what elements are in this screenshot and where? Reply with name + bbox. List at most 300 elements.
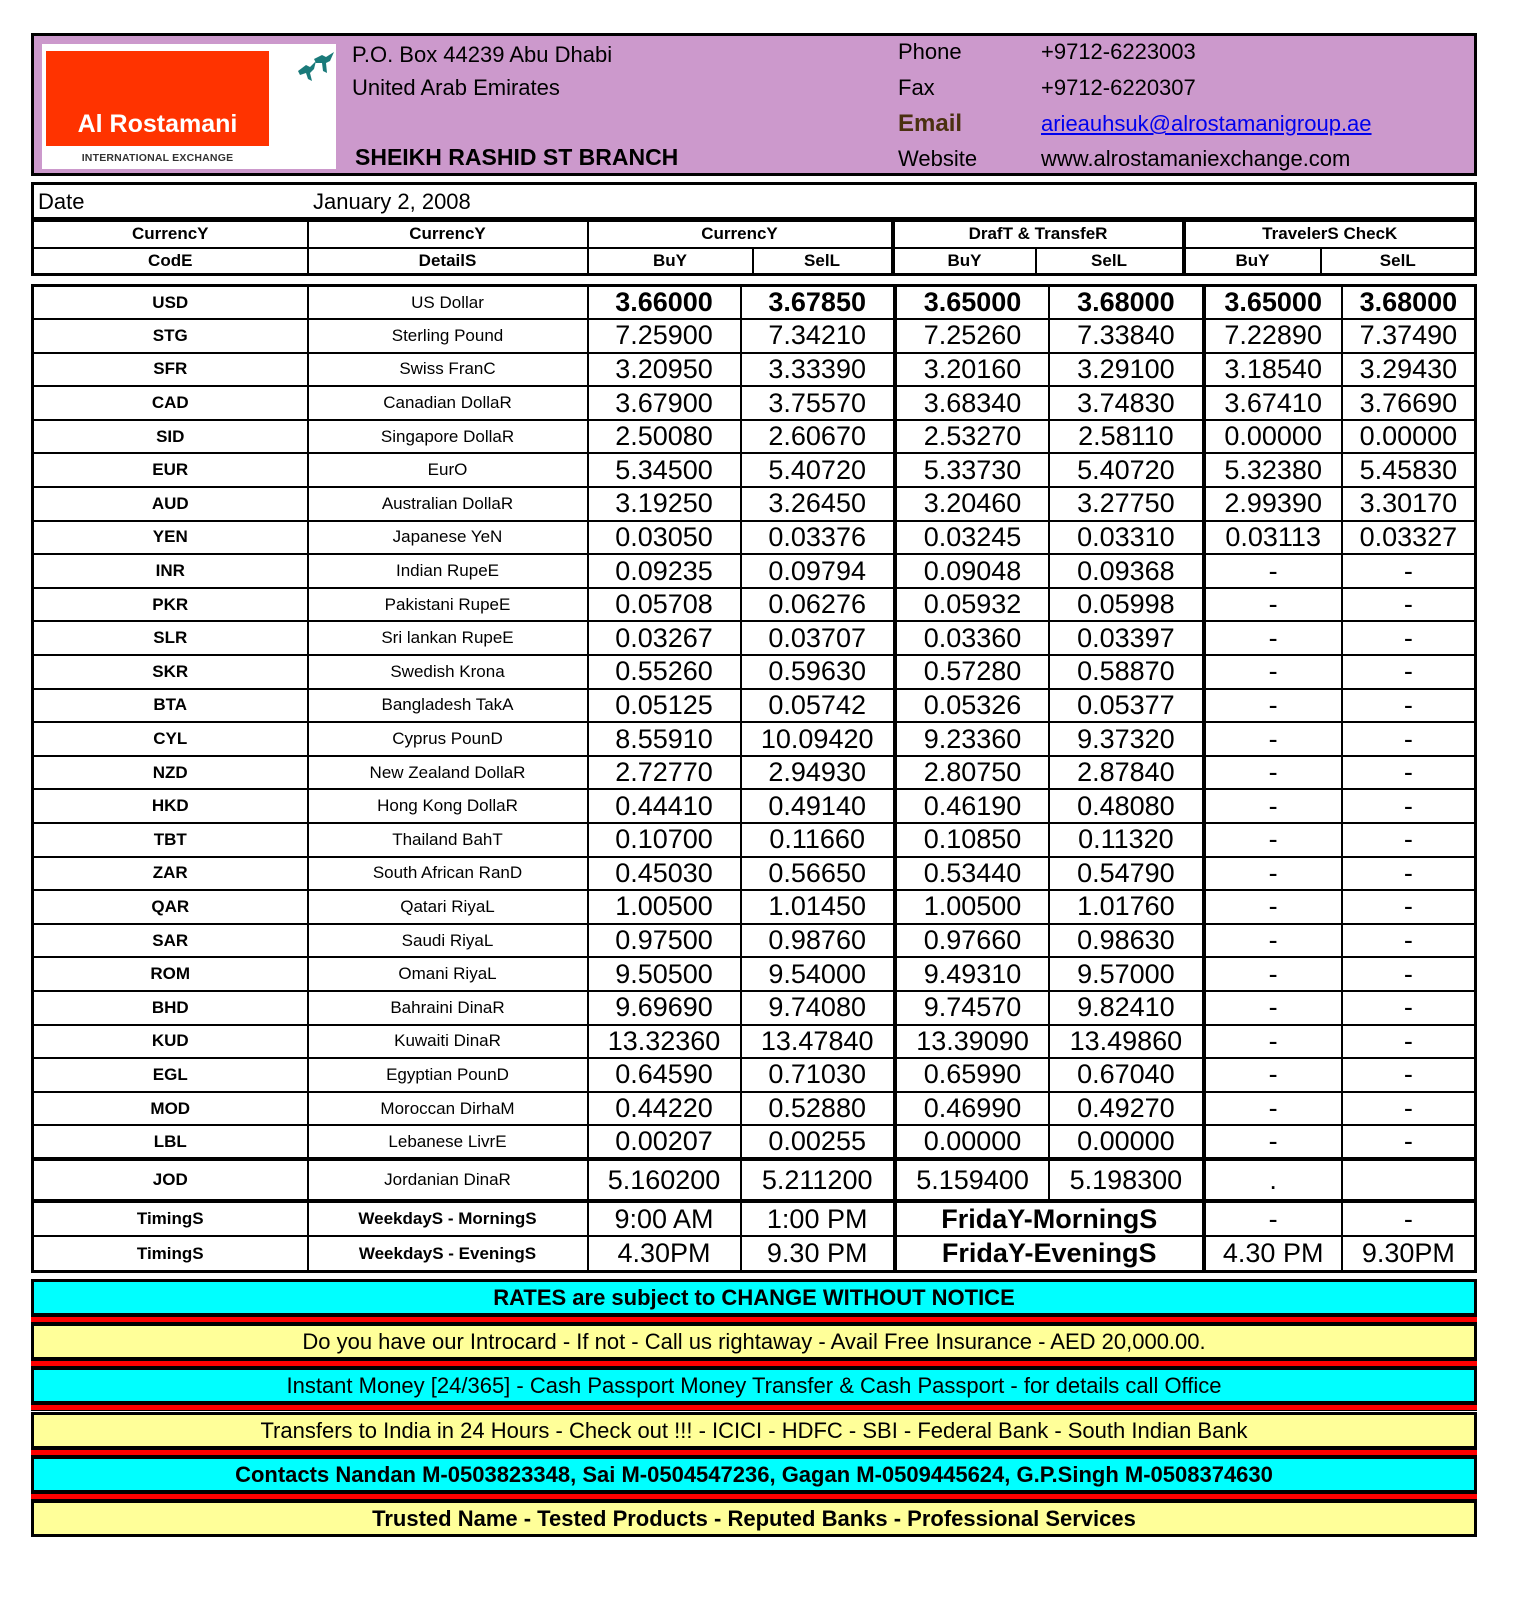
currency-code: LBL [33, 1125, 308, 1159]
currency-buy-rate: 0.00207 [588, 1125, 741, 1159]
company-header [31, 33, 1477, 176]
draft-buy-rate: 3.65000 [895, 286, 1049, 320]
draft-buy-rate: 3.68340 [895, 386, 1049, 420]
currency-code: SFR [33, 353, 308, 387]
email-link[interactable]: arieauhsuk@alrostamanigroup.ae [1041, 111, 1372, 136]
fax-value: +9712-6220307 [1041, 75, 1196, 100]
currency-details: Pakistani RupeE [308, 588, 588, 622]
rate-row-eur [33, 453, 1476, 487]
header-details: DetailS [308, 248, 588, 275]
tc-buy-rate: - [1204, 789, 1342, 823]
currency-details: Swiss FranC [308, 353, 588, 387]
draft-buy-rate: 0.05326 [895, 689, 1049, 723]
tc-sell-rate: - [1342, 789, 1476, 823]
tc-buy-rate: - [1204, 621, 1342, 655]
tc-sell-rate: - [1342, 890, 1476, 924]
rate-row-sfr [33, 353, 1476, 387]
timings-period: WeekdayS - EveningS [308, 1236, 588, 1271]
rate-row-egl [33, 1058, 1476, 1092]
currency-details: Australian DollaR [308, 487, 588, 521]
currency-sell-rate: 2.94930 [741, 756, 895, 790]
currency-buy-rate: 5.160200 [588, 1159, 741, 1201]
rate-row-inr [33, 554, 1476, 588]
tc-buy-rate: 2.99390 [1204, 487, 1342, 521]
tc-buy-rate: - [1204, 823, 1342, 857]
draft-buy-rate: 1.00500 [895, 890, 1049, 924]
tc-buy-rate: - [1204, 1058, 1342, 1092]
friday-open-time: - [1204, 1201, 1342, 1236]
currency-code: INR [33, 554, 308, 588]
draft-sell-rate: 5.198300 [1049, 1159, 1203, 1201]
weekday-close-time: 1:00 PM [741, 1201, 895, 1236]
tc-sell-rate: - [1342, 957, 1476, 991]
header-currency-code-top: CurrencY [33, 221, 308, 248]
date-value: January 2, 2008 [313, 189, 471, 214]
header-currency-details-top: CurrencY [308, 221, 588, 248]
currency-buy-rate: 2.72770 [588, 756, 741, 790]
banner-trusted-name: Trusted Name - Tested Products - Reputed Banks - Professional Services [31, 1500, 1477, 1537]
tc-buy-rate: 3.65000 [1204, 286, 1342, 320]
draft-sell-rate: 0.03397 [1049, 621, 1203, 655]
draft-buy-rate: 0.03245 [895, 521, 1049, 555]
draft-buy-rate: 3.20160 [895, 353, 1049, 387]
tc-buy-rate: - [1204, 1092, 1342, 1126]
draft-sell-rate: 0.00000 [1049, 1125, 1203, 1159]
currency-buy-rate: 0.10700 [588, 823, 741, 857]
currency-details: Bahraini DinaR [308, 991, 588, 1025]
currency-sell-rate: 0.98760 [741, 924, 895, 958]
currency-buy-rate: 0.44220 [588, 1092, 741, 1126]
tc-buy-rate: - [1204, 554, 1342, 588]
currency-details: Hong Kong DollaR [308, 789, 588, 823]
rate-row-qar [33, 890, 1476, 924]
currency-details: Saudi RiyaL [308, 924, 588, 958]
currency-details: US Dollar [308, 286, 588, 320]
draft-sell-rate: 3.27750 [1049, 487, 1203, 521]
rates-table [31, 284, 1477, 1273]
currency-buy-rate: 2.50080 [588, 420, 741, 454]
tc-sell-rate: 3.30170 [1342, 487, 1476, 521]
rate-row-zar [33, 857, 1476, 891]
currency-sell-rate: 10.09420 [741, 722, 895, 756]
rate-row-sar [33, 924, 1476, 958]
currency-sell-rate: 0.56650 [741, 857, 895, 891]
currency-details: Swedish Krona [308, 655, 588, 689]
header-tc-sell: SelL [1321, 248, 1476, 275]
tc-buy-rate: - [1204, 1025, 1342, 1059]
email-label: Email [898, 110, 963, 137]
currency-buy-rate: 0.97500 [588, 924, 741, 958]
draft-sell-rate: 0.58870 [1049, 655, 1203, 689]
draft-buy-rate: 0.46190 [895, 789, 1049, 823]
currency-details: Moroccan DirhaM [308, 1092, 588, 1126]
tc-buy-rate: - [1204, 588, 1342, 622]
draft-sell-rate: 0.03310 [1049, 521, 1203, 555]
currency-buy-rate: 0.44410 [588, 789, 741, 823]
currency-buy-rate: 1.00500 [588, 890, 741, 924]
currency-code: KUD [33, 1025, 308, 1059]
draft-buy-rate: 9.49310 [895, 957, 1049, 991]
draft-buy-rate: 0.57280 [895, 655, 1049, 689]
tc-sell-rate: - [1342, 1125, 1476, 1159]
currency-code: AUD [33, 487, 308, 521]
draft-sell-rate: 9.82410 [1049, 991, 1203, 1025]
draft-sell-rate: 0.11320 [1049, 823, 1203, 857]
currency-sell-rate: 0.03707 [741, 621, 895, 655]
friday-close-time: 9.30PM [1342, 1236, 1476, 1271]
rate-row-lbl [33, 1125, 1476, 1159]
tc-buy-rate: - [1204, 924, 1342, 958]
currency-code: ZAR [33, 857, 308, 891]
company-logo [42, 44, 336, 169]
currency-code: JOD [33, 1159, 308, 1201]
address-line-1: P.O. Box 44239 Abu Dhabi [352, 42, 613, 67]
currency-details: Omani RiyaL [308, 957, 588, 991]
website-value: www.alrostamaniexchange.com [1041, 146, 1351, 171]
draft-sell-rate: 13.49860 [1049, 1025, 1203, 1059]
header-currency-sell: SelL [753, 248, 893, 275]
currency-buy-rate: 5.34500 [588, 453, 741, 487]
tc-sell-rate: 3.29430 [1342, 353, 1476, 387]
draft-buy-rate: 2.53270 [895, 420, 1049, 454]
banner-india-transfers: Transfers to India in 24 Hours - Check out !!! - ICICI - HDFC - SBI - Federal Bank - South Indian Bank [31, 1412, 1477, 1449]
tc-sell-rate: - [1342, 1092, 1476, 1126]
rate-row-bhd [33, 991, 1476, 1025]
currency-code: TBT [33, 823, 308, 857]
draft-buy-rate: 13.39090 [895, 1025, 1049, 1059]
currency-code: PKR [33, 588, 308, 622]
column-headers [31, 219, 1477, 276]
tc-sell-rate: - [1342, 823, 1476, 857]
currency-sell-rate: 3.26450 [741, 487, 895, 521]
red-divider [31, 1316, 1477, 1323]
header-code: CodE [33, 248, 308, 275]
tc-buy-rate: 3.67410 [1204, 386, 1342, 420]
address-line-2: United Arab Emirates [352, 75, 560, 100]
currency-details: Cyprus PounD [308, 722, 588, 756]
tc-buy-rate: - [1204, 689, 1342, 723]
currency-code: NZD [33, 756, 308, 790]
phone-value: +9712-6223003 [1041, 39, 1196, 64]
tc-sell-rate: - [1342, 991, 1476, 1025]
currency-details: Lebanese LivrE [308, 1125, 588, 1159]
currency-code: USD [33, 286, 308, 320]
timings-row [33, 1236, 1476, 1271]
currency-sell-rate: 0.03376 [741, 521, 895, 555]
currency-code: SKR [33, 655, 308, 689]
currency-details: Japanese YeN [308, 521, 588, 555]
tc-buy-rate: 0.03113 [1204, 521, 1342, 555]
currency-sell-rate: 2.60670 [741, 420, 895, 454]
draft-buy-rate: 0.10850 [895, 823, 1049, 857]
draft-sell-rate: 1.01760 [1049, 890, 1203, 924]
tc-sell-rate: - [1342, 689, 1476, 723]
rate-row-slr [33, 621, 1476, 655]
currency-details: Canadian DollaR [308, 386, 588, 420]
currency-buy-rate: 0.05125 [588, 689, 741, 723]
currency-code: SAR [33, 924, 308, 958]
rate-row-sid [33, 420, 1476, 454]
tc-buy-rate: . [1204, 1159, 1342, 1201]
currency-buy-rate: 9.69690 [588, 991, 741, 1025]
draft-buy-rate: 5.33730 [895, 453, 1049, 487]
currency-buy-rate: 3.66000 [588, 286, 741, 320]
currency-sell-rate: 0.06276 [741, 588, 895, 622]
date-label: Date [38, 189, 85, 214]
tc-sell-rate: - [1342, 1025, 1476, 1059]
branch-name: SHEIKH RASHID ST BRANCH [355, 144, 679, 170]
timings-period: WeekdayS - MorningS [308, 1201, 588, 1236]
draft-sell-rate: 0.49270 [1049, 1092, 1203, 1126]
phone-label: Phone [898, 39, 962, 64]
tc-buy-rate: - [1204, 655, 1342, 689]
tc-sell-rate: - [1342, 655, 1476, 689]
currency-details: South African RanD [308, 857, 588, 891]
weekday-close-time: 9.30 PM [741, 1236, 895, 1271]
currency-buy-rate: 8.55910 [588, 722, 741, 756]
currency-code: STG [33, 319, 308, 353]
draft-buy-rate: 0.09048 [895, 554, 1049, 588]
draft-sell-rate: 0.05998 [1049, 588, 1203, 622]
draft-sell-rate: 3.29100 [1049, 353, 1203, 387]
red-divider [31, 1449, 1477, 1456]
birds-icon [294, 49, 338, 85]
tc-sell-rate: - [1342, 756, 1476, 790]
draft-buy-rate: 0.97660 [895, 924, 1049, 958]
tc-buy-rate: - [1204, 890, 1342, 924]
currency-details: Sri lankan RupeE [308, 621, 588, 655]
currency-code: SLR [33, 621, 308, 655]
currency-details: New Zealand DollaR [308, 756, 588, 790]
rate-row-rom [33, 957, 1476, 991]
tc-buy-rate: - [1204, 857, 1342, 891]
currency-code: EUR [33, 453, 308, 487]
currency-code: HKD [33, 789, 308, 823]
rate-row-jod [33, 1159, 1476, 1201]
currency-code: MOD [33, 1092, 308, 1126]
currency-buy-rate: 0.55260 [588, 655, 741, 689]
currency-buy-rate: 0.45030 [588, 857, 741, 891]
currency-buy-rate: 3.20950 [588, 353, 741, 387]
currency-code: QAR [33, 890, 308, 924]
tc-buy-rate: - [1204, 1125, 1342, 1159]
draft-buy-rate: 0.46990 [895, 1092, 1049, 1126]
banner-contacts: Contacts Nandan M-0503823348, Sai M-0504547236, Gagan M-0509445624, G.P.Singh M-0508374630 [31, 1456, 1477, 1493]
header-travelers-check-group: TravelerS ChecK [1184, 221, 1476, 248]
header-draft-transfer-group: DrafT & TransfeR [893, 221, 1184, 248]
draft-buy-rate: 7.25260 [895, 319, 1049, 353]
draft-sell-rate: 7.33840 [1049, 319, 1203, 353]
currency-sell-rate: 0.49140 [741, 789, 895, 823]
timings-label: TimingS [33, 1236, 308, 1271]
banner-introcard: Do you have our Introcard - If not - Call us rightaway - Avail Free Insurance - AED 20,000.00. [31, 1323, 1477, 1360]
tc-sell-rate: - [1342, 1058, 1476, 1092]
currency-buy-rate: 0.03050 [588, 521, 741, 555]
tc-sell-rate: - [1342, 722, 1476, 756]
rate-row-yen [33, 521, 1476, 555]
currency-details: EurO [308, 453, 588, 487]
friday-close-time: - [1342, 1201, 1476, 1236]
currency-sell-rate: 0.05742 [741, 689, 895, 723]
currency-sell-rate: 5.211200 [741, 1159, 895, 1201]
currency-sell-rate: 5.40720 [741, 453, 895, 487]
draft-buy-rate: 2.80750 [895, 756, 1049, 790]
currency-code: SID [33, 420, 308, 454]
currency-sell-rate: 0.59630 [741, 655, 895, 689]
rate-row-nzd [33, 756, 1476, 790]
friday-period: FridaY-EveningS [895, 1236, 1204, 1271]
currency-details: Thailand BahT [308, 823, 588, 857]
currency-details: Singapore DollaR [308, 420, 588, 454]
draft-sell-rate: 0.09368 [1049, 554, 1203, 588]
tc-sell-rate [1342, 1159, 1476, 1201]
red-divider [31, 1493, 1477, 1500]
currency-sell-rate: 0.11660 [741, 823, 895, 857]
currency-buy-rate: 3.67900 [588, 386, 741, 420]
tc-buy-rate: - [1204, 722, 1342, 756]
currency-sell-rate: 9.54000 [741, 957, 895, 991]
friday-open-time: 4.30 PM [1204, 1236, 1342, 1271]
logo-subtitle: INTERNATIONAL EXCHANGE [81, 152, 234, 164]
draft-sell-rate: 9.57000 [1049, 957, 1203, 991]
header-tc-buy: BuY [1184, 248, 1321, 275]
fax-label: Fax [898, 75, 935, 100]
currency-details: Qatari RiyaL [308, 890, 588, 924]
rate-row-mod [33, 1092, 1476, 1126]
tc-sell-rate: - [1342, 621, 1476, 655]
currency-sell-rate: 0.71030 [741, 1058, 895, 1092]
currency-code: BHD [33, 991, 308, 1025]
banner-rates-notice: RATES are subject to CHANGE WITHOUT NOTICE [31, 1279, 1477, 1316]
rate-row-aud [33, 487, 1476, 521]
red-divider [31, 1360, 1477, 1367]
currency-sell-rate: 3.67850 [741, 286, 895, 320]
currency-sell-rate: 3.33390 [741, 353, 895, 387]
header-draft-buy: BuY [893, 248, 1036, 275]
currency-code: ROM [33, 957, 308, 991]
friday-period: FridaY-MorningS [895, 1201, 1204, 1236]
currency-details: Bangladesh TakA [308, 689, 588, 723]
draft-sell-rate: 5.40720 [1049, 453, 1203, 487]
tc-sell-rate: 5.45830 [1342, 453, 1476, 487]
rate-row-usd [33, 286, 1476, 320]
date-row [31, 182, 1477, 220]
rate-row-hkd [33, 789, 1476, 823]
currency-code: YEN [33, 521, 308, 555]
tc-buy-rate: 7.22890 [1204, 319, 1342, 353]
currency-sell-rate: 0.09794 [741, 554, 895, 588]
tc-sell-rate: 3.68000 [1342, 286, 1476, 320]
tc-buy-rate: 5.32380 [1204, 453, 1342, 487]
draft-sell-rate: 0.54790 [1049, 857, 1203, 891]
draft-buy-rate: 3.20460 [895, 487, 1049, 521]
currency-sell-rate: 7.34210 [741, 319, 895, 353]
draft-buy-rate: 0.00000 [895, 1125, 1049, 1159]
tc-buy-rate: - [1204, 756, 1342, 790]
currency-code: BTA [33, 689, 308, 723]
red-divider [31, 1404, 1477, 1411]
draft-sell-rate: 0.98630 [1049, 924, 1203, 958]
website-label: Website [898, 146, 978, 171]
tc-sell-rate: 0.00000 [1342, 420, 1476, 454]
currency-buy-rate: 0.09235 [588, 554, 741, 588]
tc-buy-rate: 3.18540 [1204, 353, 1342, 387]
logo-name: Al Rostamani [77, 110, 238, 138]
tc-sell-rate: - [1342, 924, 1476, 958]
rate-row-bta [33, 689, 1476, 723]
currency-sell-rate: 0.52880 [741, 1092, 895, 1126]
weekday-open-time: 4.30PM [588, 1236, 741, 1271]
rate-row-cad [33, 386, 1476, 420]
currency-buy-rate: 9.50500 [588, 957, 741, 991]
draft-sell-rate: 2.87840 [1049, 756, 1203, 790]
currency-buy-rate: 3.19250 [588, 487, 741, 521]
draft-sell-rate: 0.48080 [1049, 789, 1203, 823]
tc-sell-rate: 0.03327 [1342, 521, 1476, 555]
tc-sell-rate: 3.76690 [1342, 386, 1476, 420]
header-currency-group: CurrencY [588, 221, 893, 248]
draft-sell-rate: 9.37320 [1049, 722, 1203, 756]
tc-sell-rate: - [1342, 588, 1476, 622]
tc-sell-rate: 7.37490 [1342, 319, 1476, 353]
currency-code: EGL [33, 1058, 308, 1092]
currency-code: CAD [33, 386, 308, 420]
tc-buy-rate: 0.00000 [1204, 420, 1342, 454]
currency-buy-rate: 7.25900 [588, 319, 741, 353]
rate-row-pkr [33, 588, 1476, 622]
currency-buy-rate: 0.05708 [588, 588, 741, 622]
rate-row-tbt [33, 823, 1476, 857]
rate-row-kud [33, 1025, 1476, 1059]
currency-buy-rate: 0.03267 [588, 621, 741, 655]
currency-sell-rate: 1.01450 [741, 890, 895, 924]
rate-row-skr [33, 655, 1476, 689]
rate-row-stg [33, 319, 1476, 353]
timings-row [33, 1201, 1476, 1236]
draft-buy-rate: 0.65990 [895, 1058, 1049, 1092]
currency-sell-rate: 3.75570 [741, 386, 895, 420]
banner-instant-money: Instant Money [24/365] - Cash Passport Money Transfer & Cash Passport - for details call Office [31, 1367, 1477, 1404]
header-currency-buy: BuY [588, 248, 753, 275]
tc-buy-rate: - [1204, 991, 1342, 1025]
weekday-open-time: 9:00 AM [588, 1201, 741, 1236]
draft-sell-rate: 0.05377 [1049, 689, 1203, 723]
draft-sell-rate: 3.68000 [1049, 286, 1203, 320]
draft-sell-rate: 3.74830 [1049, 386, 1203, 420]
draft-sell-rate: 0.67040 [1049, 1058, 1203, 1092]
currency-sell-rate: 13.47840 [741, 1025, 895, 1059]
tc-sell-rate: - [1342, 857, 1476, 891]
draft-buy-rate: 5.159400 [895, 1159, 1049, 1201]
tc-buy-rate: - [1204, 957, 1342, 991]
currency-details: Sterling Pound [308, 319, 588, 353]
currency-details: Indian RupeE [308, 554, 588, 588]
currency-buy-rate: 0.64590 [588, 1058, 741, 1092]
currency-details: Kuwaiti DinaR [308, 1025, 588, 1059]
draft-buy-rate: 9.23360 [895, 722, 1049, 756]
draft-buy-rate: 0.05932 [895, 588, 1049, 622]
currency-code: CYL [33, 722, 308, 756]
tc-sell-rate: - [1342, 554, 1476, 588]
draft-buy-rate: 0.53440 [895, 857, 1049, 891]
draft-buy-rate: 0.03360 [895, 621, 1049, 655]
currency-sell-rate: 9.74080 [741, 991, 895, 1025]
draft-sell-rate: 2.58110 [1049, 420, 1203, 454]
currency-details: Egyptian PounD [308, 1058, 588, 1092]
header-draft-sell: SelL [1036, 248, 1184, 275]
rate-row-cyl [33, 722, 1476, 756]
currency-details: Jordanian DinaR [308, 1159, 588, 1201]
